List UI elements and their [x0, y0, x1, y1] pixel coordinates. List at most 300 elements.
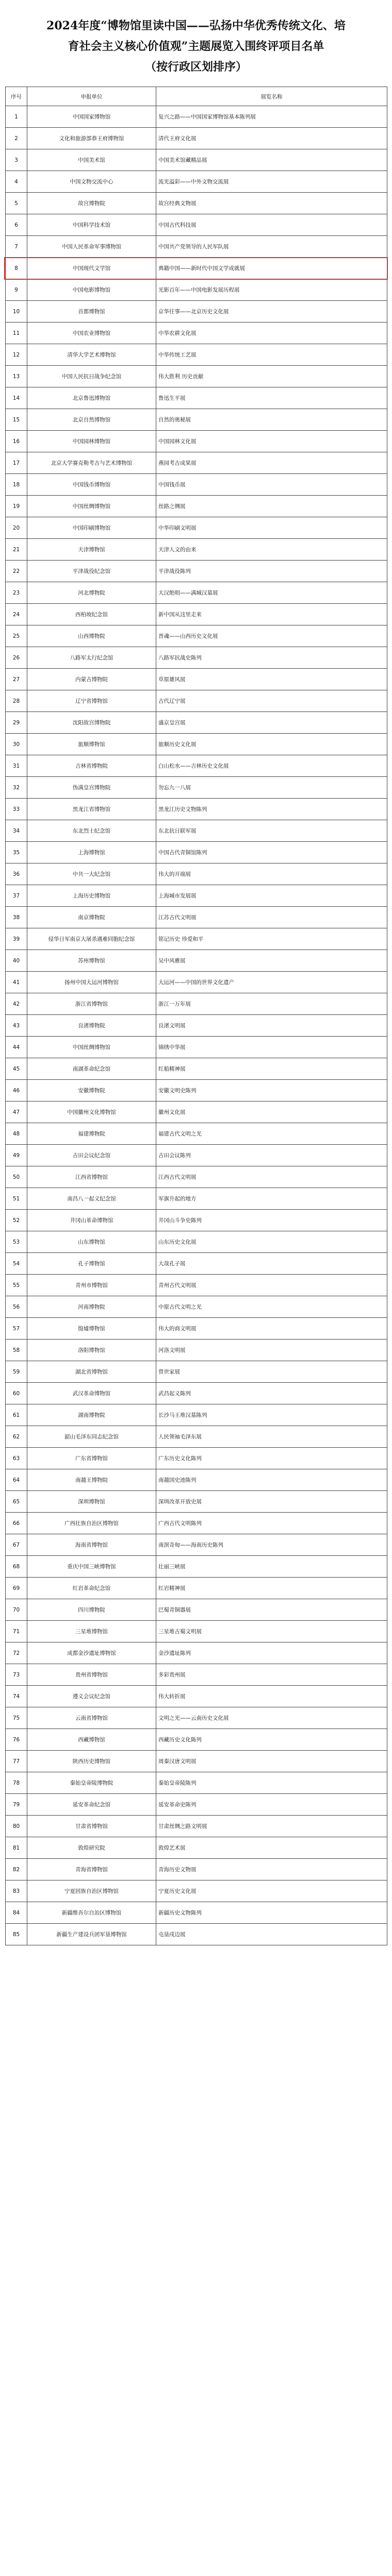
table-row	[6, 1058, 387, 1080]
row-index: 25	[6, 625, 27, 647]
table-row	[6, 214, 387, 236]
row-index: 15	[6, 409, 27, 431]
row-organization: 山西博物院	[27, 625, 156, 647]
row-exhibition: 中华印刷文明展	[156, 517, 387, 539]
table-row	[6, 1166, 387, 1188]
table-row	[6, 1578, 387, 1599]
row-exhibition: 勿忘九一八展	[156, 777, 387, 799]
row-organization: 武汉革命博物馆	[27, 1383, 156, 1404]
row-exhibition: 铭记历史 珍爱和平	[156, 928, 387, 950]
row-organization: 西藏博物馆	[27, 1729, 156, 1751]
table-row	[6, 1275, 387, 1296]
table-row	[6, 1123, 387, 1145]
row-index: 10	[6, 301, 27, 323]
row-organization: 首都博物馆	[27, 301, 156, 323]
row-organization: 浙江省博物馆	[27, 993, 156, 1015]
row-index: 51	[6, 1188, 27, 1210]
table-row	[6, 1794, 387, 1816]
row-index: 48	[6, 1123, 27, 1145]
row-index: 18	[6, 474, 27, 496]
row-exhibition: 三星堆古蜀文明展	[156, 1621, 387, 1642]
row-exhibition: 白山松水——吉林历史文化展	[156, 755, 387, 777]
row-organization: 河北博物院	[27, 582, 156, 604]
table-row	[6, 712, 387, 734]
row-index: 33	[6, 799, 27, 820]
row-organization: 四川博物院	[27, 1599, 156, 1621]
row-exhibition: 江苏古代文明展	[156, 907, 387, 928]
row-organization: 古田会议纪念馆	[27, 1145, 156, 1166]
row-organization: 中国文物交流中心	[27, 171, 156, 193]
row-exhibition: 良渚文明展	[156, 1015, 387, 1037]
row-exhibition: 西藏历史文化陈列	[156, 1729, 387, 1751]
row-organization: 深圳博物馆	[27, 1491, 156, 1513]
table-row	[6, 193, 387, 214]
row-exhibition: 壮丽三峡展	[156, 1556, 387, 1578]
row-exhibition: 徽州文化展	[156, 1101, 387, 1123]
row-exhibition: 多彩贵州展	[156, 1664, 387, 1686]
row-index: 73	[6, 1664, 27, 1686]
table-row	[6, 777, 387, 799]
row-exhibition: 南溟奇甸——海南历史陈列	[156, 1534, 387, 1556]
row-index: 79	[6, 1794, 27, 1816]
row-index: 44	[6, 1037, 27, 1058]
row-organization: 南湖革命纪念馆	[27, 1058, 156, 1080]
title-line-1: 2024年度“博物馆里读中国——弘扬中华优秀传统文化、培	[46, 19, 346, 32]
table-row	[6, 236, 387, 258]
table-row	[6, 409, 387, 431]
row-exhibition: 武昌起义陈列	[156, 1383, 387, 1404]
row-organization: 上海历史博物馆	[27, 885, 156, 907]
row-organization: 福建博物院	[27, 1123, 156, 1145]
row-exhibition: 伟大转折展	[156, 1686, 387, 1707]
row-exhibition: 大哉孔子展	[156, 1253, 387, 1275]
table-row	[6, 323, 387, 344]
table-row	[6, 625, 387, 647]
row-organization: 南京博物院	[27, 907, 156, 928]
table-row	[6, 863, 387, 885]
row-index: 32	[6, 777, 27, 799]
table-row	[6, 1383, 387, 1404]
table-row	[6, 950, 387, 972]
row-organization: 中共一大纪念馆	[27, 863, 156, 885]
row-index: 43	[6, 1015, 27, 1037]
row-organization: 中国园林博物馆	[27, 431, 156, 452]
table-row	[6, 669, 387, 690]
row-index: 80	[6, 1816, 27, 1837]
row-organization: 南越王博物院	[27, 1469, 156, 1491]
row-index: 85	[6, 1924, 27, 1945]
row-organization: 青州市博物馆	[27, 1275, 156, 1296]
row-organization: 中国丝绸博物馆	[27, 1037, 156, 1058]
row-organization: 安徽博物院	[27, 1080, 156, 1101]
title-line-2: 育社会主义核心价值观”主题展览入围终评项目名单	[68, 40, 324, 53]
row-exhibition: 光影百年——中国电影发展历程展	[156, 279, 387, 301]
row-index: 54	[6, 1253, 27, 1275]
row-index: 2	[6, 128, 27, 149]
row-index: 27	[6, 669, 27, 690]
row-organization: 北京自然博物馆	[27, 409, 156, 431]
row-exhibition: 中国美术馆藏精品展	[156, 149, 387, 171]
row-index: 62	[6, 1426, 27, 1448]
row-exhibition: 青海历史文物展	[156, 1859, 387, 1880]
row-organization: 秦始皇帝陵博物院	[27, 1772, 156, 1794]
table-row	[6, 1318, 387, 1340]
header-exhibition: 展览名称	[156, 87, 387, 106]
row-organization: 黑龙江省博物馆	[27, 799, 156, 820]
table-row	[6, 1707, 387, 1729]
row-index: 70	[6, 1599, 27, 1621]
row-index: 69	[6, 1578, 27, 1599]
row-index: 24	[6, 604, 27, 625]
row-index: 53	[6, 1231, 27, 1253]
row-index: 20	[6, 517, 27, 539]
row-organization: 中国农业博物馆	[27, 323, 156, 344]
table-row	[6, 1145, 387, 1166]
row-exhibition: 黑龙江历史文物陈列	[156, 799, 387, 820]
table-row	[6, 842, 387, 863]
row-exhibition: 丝路之绸展	[156, 496, 387, 517]
row-organization: 中国人民抗日战争纪念馆	[27, 366, 156, 387]
row-exhibition: 锦绣中华展	[156, 1037, 387, 1058]
row-organization: 延安革命纪念馆	[27, 1794, 156, 1816]
table-row	[6, 539, 387, 561]
row-organization: 辽宁省博物馆	[27, 690, 156, 712]
row-organization: 中国现代文学馆	[27, 258, 156, 279]
row-index: 63	[6, 1448, 27, 1469]
row-index: 14	[6, 387, 27, 409]
row-organization: 遵义会议纪念馆	[27, 1686, 156, 1707]
row-index: 68	[6, 1556, 27, 1578]
row-index: 84	[6, 1902, 27, 1924]
row-index: 81	[6, 1837, 27, 1859]
row-index: 74	[6, 1686, 27, 1707]
row-organization: 沈阳故宫博物院	[27, 712, 156, 734]
row-exhibition: 曾世家展	[156, 1361, 387, 1383]
row-index: 7	[6, 236, 27, 258]
row-organization: 平津战役纪念馆	[27, 561, 156, 582]
row-exhibition: 红船精神展	[156, 1058, 387, 1080]
table-row	[6, 1729, 387, 1751]
table-row	[6, 517, 387, 539]
table-row	[6, 431, 387, 452]
table-row	[6, 344, 387, 366]
row-index: 39	[6, 928, 27, 950]
row-index: 22	[6, 561, 27, 582]
row-organization: 内蒙古博物院	[27, 669, 156, 690]
table-row	[6, 1253, 387, 1275]
row-index: 45	[6, 1058, 27, 1080]
row-exhibition: 山东历史文化展	[156, 1231, 387, 1253]
row-exhibition: 吴中风雅展	[156, 950, 387, 972]
row-organization: 吉林省博物院	[27, 755, 156, 777]
row-organization: 三星堆博物馆	[27, 1621, 156, 1642]
row-index: 57	[6, 1318, 27, 1340]
row-exhibition: 延安革命史陈列	[156, 1794, 387, 1816]
table-body	[6, 106, 387, 1945]
row-organization: 中国钱币博物馆	[27, 474, 156, 496]
table-row	[6, 582, 387, 604]
row-organization: 敦煌研究院	[27, 1837, 156, 1859]
table-row	[6, 1426, 387, 1448]
row-organization: 中国人民革命军事博物馆	[27, 236, 156, 258]
row-organization: 北京鲁迅博物馆	[27, 387, 156, 409]
row-organization: 良渚博物院	[27, 1015, 156, 1037]
row-index: 23	[6, 582, 27, 604]
row-exhibition: 宁夏历史文化展	[156, 1880, 387, 1902]
row-exhibition: 大运河——中国的世界文化遗产	[156, 972, 387, 993]
row-exhibition: 屯垦戍边展	[156, 1924, 387, 1945]
table-row	[6, 258, 387, 279]
row-exhibition: 敦煌艺术展	[156, 1837, 387, 1859]
row-exhibition: 中华传统工艺展	[156, 344, 387, 366]
row-index: 55	[6, 1275, 27, 1296]
row-organization: 韶山毛泽东同志纪念馆	[27, 1426, 156, 1448]
row-index: 50	[6, 1166, 27, 1188]
table-row	[6, 820, 387, 842]
row-organization: 新疆生产建设兵团军垦博物馆	[27, 1924, 156, 1945]
document-title	[21, 15, 371, 77]
row-exhibition: 伟大的商文明展	[156, 1318, 387, 1340]
row-index: 29	[6, 712, 27, 734]
table-row	[6, 928, 387, 950]
table-header-row	[6, 87, 387, 106]
row-index: 59	[6, 1361, 27, 1383]
row-exhibition: 青州古代文明展	[156, 1275, 387, 1296]
row-index: 78	[6, 1772, 27, 1794]
row-organization: 山东博物馆	[27, 1231, 156, 1253]
table-row	[6, 1231, 387, 1253]
row-exhibition: 流光溢彩——中外文物交流展	[156, 171, 387, 193]
row-organization: 西柏坡纪念馆	[27, 604, 156, 625]
row-organization: 故宫博物院	[27, 193, 156, 214]
table-row	[6, 734, 387, 755]
table-row	[6, 1037, 387, 1058]
row-exhibition: 平津战役陈列	[156, 561, 387, 582]
table-row	[6, 1080, 387, 1101]
row-organization: 中国科学技术馆	[27, 214, 156, 236]
row-index: 38	[6, 907, 27, 928]
row-exhibition: 大汉绝唱——满城汉墓展	[156, 582, 387, 604]
row-organization: 云南省博物馆	[27, 1707, 156, 1729]
row-index: 1	[6, 106, 27, 128]
row-organization: 伪满皇宫博物院	[27, 777, 156, 799]
header-organization: 申报单位	[27, 87, 156, 106]
table-row	[6, 1859, 387, 1880]
row-organization: 中国国家博物馆	[27, 106, 156, 128]
row-index: 61	[6, 1404, 27, 1426]
table-row	[6, 907, 387, 928]
row-index: 13	[6, 366, 27, 387]
row-organization: 陕西历史博物馆	[27, 1751, 156, 1772]
row-exhibition: 中国钱币展	[156, 474, 387, 496]
header-index: 序号	[6, 87, 27, 106]
table-row	[6, 1816, 387, 1837]
title-line-3: （按行政区划排序）	[144, 60, 247, 74]
row-index: 41	[6, 972, 27, 993]
table-row	[6, 1188, 387, 1210]
table-row	[6, 1210, 387, 1231]
table-row	[6, 387, 387, 409]
row-index: 40	[6, 950, 27, 972]
row-index: 49	[6, 1145, 27, 1166]
row-organization: 红岩革命纪念馆	[27, 1578, 156, 1599]
row-index: 19	[6, 496, 27, 517]
row-organization: 北京大学赛克勒考古与艺术博物馆	[27, 452, 156, 474]
table-row	[6, 106, 387, 128]
row-index: 31	[6, 755, 27, 777]
row-exhibition: 中国园林文化展	[156, 431, 387, 452]
row-organization: 中国徽州文化博物馆	[27, 1101, 156, 1123]
row-organization: 湖北省博物馆	[27, 1361, 156, 1383]
row-exhibition: 东北抗日联军展	[156, 820, 387, 842]
row-organization: 新疆维吾尔自治区博物馆	[27, 1902, 156, 1924]
row-index: 37	[6, 885, 27, 907]
project-list-table	[5, 87, 387, 1945]
row-index: 56	[6, 1296, 27, 1318]
row-organization: 侵华日军南京大屠杀遇难同胞纪念馆	[27, 928, 156, 950]
table-row	[6, 1296, 387, 1318]
row-exhibition: 中国古代科技展	[156, 214, 387, 236]
row-index: 47	[6, 1101, 27, 1123]
row-exhibition: 故宫经典文物展	[156, 193, 387, 214]
row-exhibition: 甘肃丝绸之路文明展	[156, 1816, 387, 1837]
row-exhibition: 复兴之路——中国国家博物馆基本陈列展	[156, 106, 387, 128]
row-organization: 贵州省博物馆	[27, 1664, 156, 1686]
table-row	[6, 1642, 387, 1664]
row-exhibition: 新中国从这里走来	[156, 604, 387, 625]
table-row	[6, 993, 387, 1015]
row-organization: 八路军太行纪念馆	[27, 647, 156, 669]
row-organization: 中国美术馆	[27, 149, 156, 171]
row-index: 42	[6, 993, 27, 1015]
row-exhibition: 广西古代文明陈列	[156, 1513, 387, 1534]
table-row	[6, 561, 387, 582]
row-exhibition: 安徽文明史陈列	[156, 1080, 387, 1101]
row-organization: 重庆中国三峡博物馆	[27, 1556, 156, 1578]
row-exhibition: 金沙遗址陈列	[156, 1642, 387, 1664]
table-row	[6, 647, 387, 669]
row-exhibition: 燕园考古成果展	[156, 452, 387, 474]
row-exhibition: 伟大的开端展	[156, 863, 387, 885]
table-row	[6, 1101, 387, 1123]
table-row	[6, 1837, 387, 1859]
row-exhibition: 中国古代青铜馆陈列	[156, 842, 387, 863]
row-exhibition: 长沙马王堆汉墓陈列	[156, 1404, 387, 1426]
row-exhibition: 文明之光——云南历史文化展	[156, 1707, 387, 1729]
row-index: 52	[6, 1210, 27, 1231]
row-index: 12	[6, 344, 27, 366]
table-row	[6, 604, 387, 625]
row-exhibition: 天津人文的由来	[156, 539, 387, 561]
row-exhibition: 自然的奥秘展	[156, 409, 387, 431]
row-exhibition: 福建古代文明之光	[156, 1123, 387, 1145]
row-index: 4	[6, 171, 27, 193]
table-row	[6, 1664, 387, 1686]
row-organization: 东北烈士纪念馆	[27, 820, 156, 842]
table-row	[6, 690, 387, 712]
row-index: 64	[6, 1469, 27, 1491]
row-exhibition: 人民领袖毛泽东展	[156, 1426, 387, 1448]
row-index: 66	[6, 1513, 27, 1534]
row-exhibition: 上海城市发展展	[156, 885, 387, 907]
table-row	[6, 1404, 387, 1426]
row-organization: 上海博物馆	[27, 842, 156, 863]
row-index: 60	[6, 1383, 27, 1404]
row-organization: 广东省博物馆	[27, 1448, 156, 1469]
table-row	[6, 1880, 387, 1902]
row-organization: 扬州中国大运河博物馆	[27, 972, 156, 993]
row-index: 35	[6, 842, 27, 863]
row-index: 9	[6, 279, 27, 301]
row-index: 26	[6, 647, 27, 669]
row-exhibition: 中国共产党领导的人民军队展	[156, 236, 387, 258]
row-index: 72	[6, 1642, 27, 1664]
row-index: 28	[6, 690, 27, 712]
row-organization: 成都金沙遗址博物馆	[27, 1642, 156, 1664]
row-organization: 甘肃省博物馆	[27, 1816, 156, 1837]
row-exhibition: 八路军抗战史陈列	[156, 647, 387, 669]
row-exhibition: 旅顺历史文化展	[156, 734, 387, 755]
row-index: 8	[6, 258, 27, 279]
row-organization: 中国电影博物馆	[27, 279, 156, 301]
table-row	[6, 496, 387, 517]
row-index: 75	[6, 1707, 27, 1729]
row-index: 3	[6, 149, 27, 171]
row-index: 46	[6, 1080, 27, 1101]
table-row	[6, 171, 387, 193]
row-organization: 文化和旅游部恭王府博物馆	[27, 128, 156, 149]
row-exhibition: 广东历史文化陈列	[156, 1448, 387, 1469]
row-exhibition: 鲁迅生平展	[156, 387, 387, 409]
table-row	[6, 1448, 387, 1469]
row-organization: 殷墟博物馆	[27, 1318, 156, 1340]
row-exhibition: 古代辽宁展	[156, 690, 387, 712]
row-exhibition: 典籍中国——新时代中国文学成就展	[156, 258, 387, 279]
table-row	[6, 1491, 387, 1513]
row-index: 67	[6, 1534, 27, 1556]
table-row	[6, 1621, 387, 1642]
row-index: 58	[6, 1340, 27, 1361]
table-row	[6, 1469, 387, 1491]
row-index: 30	[6, 734, 27, 755]
row-exhibition: 京华往事——北京历史文化展	[156, 301, 387, 323]
table-row	[6, 1340, 387, 1361]
row-index: 65	[6, 1491, 27, 1513]
row-index: 21	[6, 539, 27, 561]
row-index: 71	[6, 1621, 27, 1642]
row-organization: 宁夏回族自治区博物馆	[27, 1880, 156, 1902]
row-exhibition: 晋魂——山西历史文化展	[156, 625, 387, 647]
row-exhibition: 江西古代文明展	[156, 1166, 387, 1188]
row-organization: 海南省博物馆	[27, 1534, 156, 1556]
table-row	[6, 474, 387, 496]
table-row	[6, 1556, 387, 1578]
table-row	[6, 885, 387, 907]
table-row	[6, 128, 387, 149]
row-exhibition: 盛京皇宫展	[156, 712, 387, 734]
row-organization: 广西壮族自治区博物馆	[27, 1513, 156, 1534]
table-row	[6, 1599, 387, 1621]
row-organization: 旅顺博物馆	[27, 734, 156, 755]
row-exhibition: 草原雄风展	[156, 669, 387, 690]
row-organization: 南昌八一起义纪念馆	[27, 1188, 156, 1210]
row-organization: 河南博物院	[27, 1296, 156, 1318]
row-exhibition: 南越国史迹陈列	[156, 1469, 387, 1491]
row-index: 77	[6, 1751, 27, 1772]
table-row	[6, 1361, 387, 1383]
table-row	[6, 452, 387, 474]
row-index: 36	[6, 863, 27, 885]
